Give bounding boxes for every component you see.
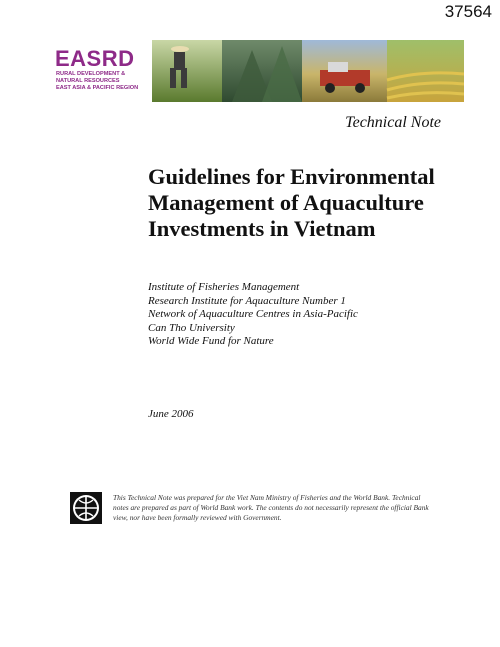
- document-id: 37564: [444, 2, 492, 21]
- banner-photo-strip: [152, 40, 464, 102]
- title-line: Investments in Vietnam: [148, 216, 376, 241]
- easrd-logo: [52, 40, 150, 102]
- document-title: [148, 164, 468, 242]
- institution-item: Institute of Fisheries Management: [148, 281, 300, 293]
- title-line: Guidelines for Environmental: [148, 164, 435, 189]
- logo-subtitle-line: EAST ASIA & PACIFIC REGION: [56, 85, 139, 91]
- technical-note-label: Technical Note: [345, 114, 441, 131]
- institution-item: Research Institute for Aquaculture Number 1: [148, 294, 346, 307]
- header-banner: [52, 40, 464, 102]
- institution-item: Can Tho University: [148, 321, 235, 334]
- institution-item: Network of Aquaculture Centres in Asia-Pacific: [148, 308, 358, 320]
- logo-subtitle-line: RURAL DEVELOPMENT &: [56, 71, 126, 77]
- title-line: Management of Aquaculture: [148, 190, 424, 215]
- world-bank-logo-icon: [70, 492, 102, 524]
- logo-subtitle-line: NATURAL RESOURCES: [56, 78, 120, 84]
- institution-list: [148, 281, 468, 349]
- institution-item: World Wide Fund for Nature: [148, 335, 274, 347]
- publication-date: June 2006: [148, 408, 194, 420]
- disclaimer-text: This Technical Note was prepared for the Viet Nam Ministry of Fisheries and the World Bank. Technical notes are prepared as part of World Bank work. The contents do not necessarily represent the official Bank view, nor have been formally reviewed with Government.: [113, 493, 429, 522]
- logo-title: EASRD: [55, 46, 135, 71]
